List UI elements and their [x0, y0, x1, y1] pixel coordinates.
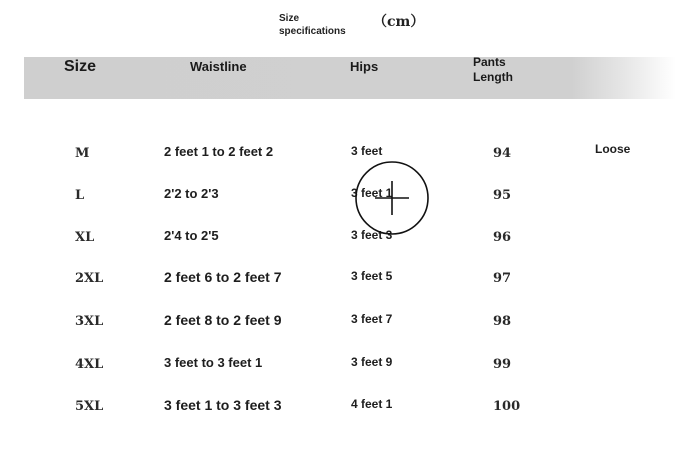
waistline-cell: 3 feet to 3 feet 1 — [164, 355, 263, 370]
hips-cell: 4 feet 1 — [351, 397, 393, 411]
length-cell: 100 — [493, 399, 521, 414]
hips-cell: 3 feet 5 — [351, 269, 393, 283]
size-cell: XL — [75, 230, 95, 245]
table-row — [0, 312, 696, 332]
waistline-cell: 2 feet 8 to 2 feet 9 — [164, 312, 282, 328]
table-row — [0, 228, 696, 248]
hips-cell: 3 feet 1 — [351, 186, 393, 200]
length-cell: 95 — [493, 188, 512, 203]
table-row — [0, 397, 696, 417]
crosshair-cursor-icon — [355, 161, 429, 235]
waistline-cell: 2'4 to 2'5 — [164, 228, 219, 243]
hips-cell: 3 feet — [351, 144, 383, 158]
length-cell: 94 — [493, 146, 512, 161]
size-cell: 5XL — [75, 399, 104, 414]
waistline-cell: 2 feet 6 to 2 feet 7 — [164, 269, 282, 285]
size-cell: L — [75, 188, 85, 203]
table-row — [0, 269, 696, 289]
size-cell: 2XL — [75, 271, 104, 286]
size-spec-title — [279, 12, 425, 38]
header-pants-length-line-2: Length — [473, 70, 513, 84]
table-row — [0, 186, 696, 206]
waistline-cell: 2'2 to 2'3 — [164, 186, 219, 201]
length-cell: 98 — [493, 314, 512, 329]
waistline-cell: 3 feet 1 to 3 feet 3 — [164, 397, 282, 413]
hips-cell: 3 feet 3 — [351, 228, 393, 242]
waistline-cell: 2 feet 1 to 2 feet 2 — [164, 144, 274, 159]
length-cell: 99 — [493, 357, 512, 372]
length-cell: 96 — [493, 230, 512, 245]
hips-cell: 3 feet 9 — [351, 355, 393, 369]
fit-note: Loose — [595, 142, 631, 156]
header-hips: Hips — [350, 59, 379, 74]
hips-cell: 3 feet 7 — [351, 312, 393, 326]
header-pants-length-line-1: Pants — [473, 55, 506, 69]
size-cell: 3XL — [75, 314, 104, 329]
title-line-1: Size — [279, 13, 300, 24]
size-cell: M — [75, 146, 90, 161]
unit-label: （cm） — [373, 14, 425, 30]
length-cell: 97 — [493, 271, 512, 286]
header-pants-length — [473, 55, 513, 85]
header-size: Size — [64, 58, 97, 75]
size-cell: 4XL — [75, 357, 104, 372]
header-waistline: Waistline — [190, 59, 247, 74]
title-line-2: specifications — [279, 26, 346, 37]
table-row — [0, 144, 696, 164]
table-row — [0, 355, 696, 375]
